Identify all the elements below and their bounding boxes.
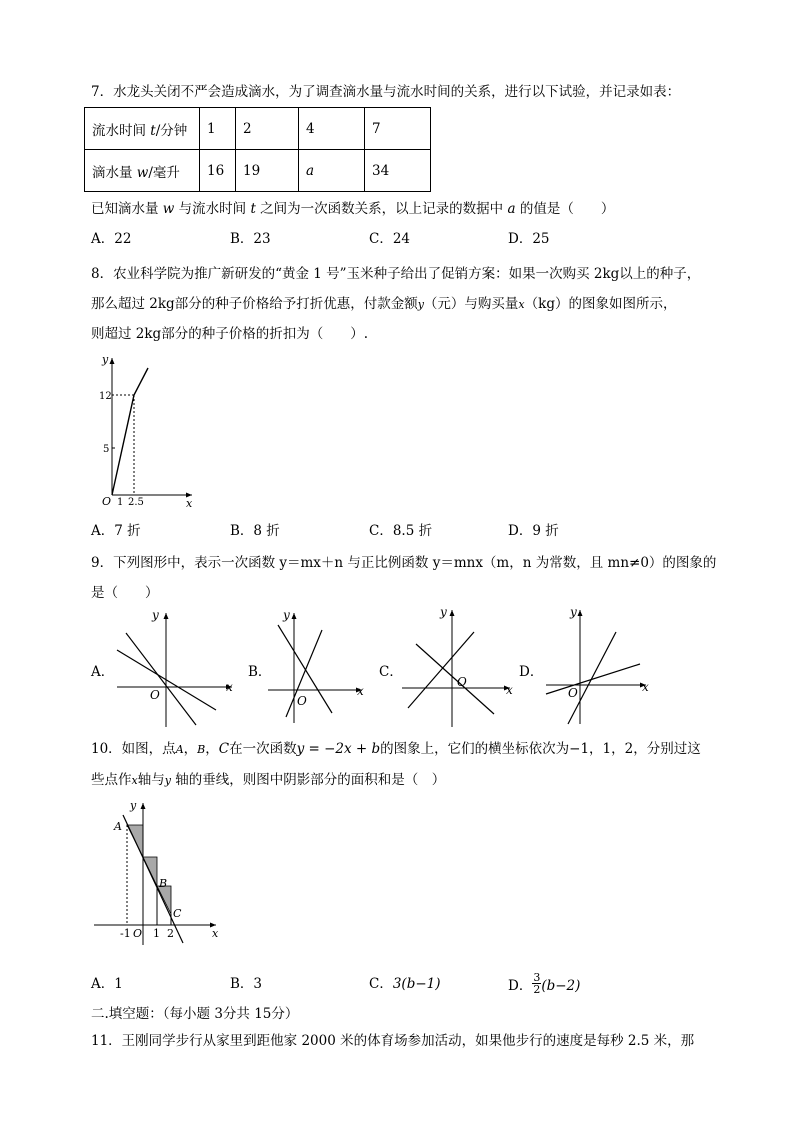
q8-line3: 则超过 2kg部分的种子价格的折扣为（ ）. [91,326,368,342]
y-arrow-icon [450,610,455,616]
tick-2: 2 [167,927,174,940]
q10-option-c[interactable]: C．3(b−1) [369,976,441,992]
line-1 [408,632,474,708]
table-cell: 34 [365,150,431,192]
q10-option-a[interactable]: A．1 [91,976,123,992]
q10-option-d[interactable]: D． $\frac{3}{2}$ (b−2) [508,971,581,996]
origin-label: O [457,675,467,689]
graph-line [112,368,148,495]
q7-option-d[interactable]: D．25 [508,231,550,247]
q8-graph [90,350,200,510]
q9-option-d[interactable]: D． [519,664,544,680]
y-axis-label: y [102,353,109,366]
table-cell: a [299,150,365,192]
q11-line1: 11．王刚同学步行从家里到距他家 2000 米的体育场参加活动，如果他步行的速度是每秒 2.5 米，那 [91,1033,695,1049]
origin-label: O [568,686,578,700]
point-c-label: C [173,907,182,920]
table-cell: 2 [236,108,299,150]
fraction-denominator: 2 [533,983,541,996]
origin-label: O [102,495,112,508]
x-label: x [506,683,513,697]
table-cell: 7 [365,108,431,150]
section-heading: 二.填空题：（每小题 3分共 15分） [91,1006,299,1022]
q10-option-b[interactable]: B．3 [230,976,263,992]
x-label: x [226,680,233,694]
q10-graph [90,795,230,955]
y-label: y [570,605,577,619]
table-cell: 16 [200,150,236,192]
q9-graph-b [262,605,372,730]
q9-line1: 9．下列图形中，表示一次函数 y＝mx＋n 与正比例函数 y＝mnx（m，n 为常数，且 mn≠0）的图象的 [91,555,717,571]
origin-label: O [150,688,160,702]
q9-graph-d [540,602,660,730]
y-arrow-icon [292,613,297,619]
q8-option-b[interactable]: B．8 折 [230,523,280,539]
origin-label: O [297,694,307,708]
y-tick-12: 12 [99,391,112,402]
origin-label: O [133,927,143,940]
q9-graph-a [112,605,242,730]
x-tick-2-5: 2.5 [128,497,144,508]
y-arrow-icon [141,803,146,809]
q8-option-a[interactable]: A．7 折 [91,523,141,539]
q9-option-c[interactable]: C． [379,664,403,680]
q9-graph-c [396,602,521,730]
tick-1: 1 [153,927,160,940]
table-row [85,150,431,192]
line-1 [546,664,640,694]
point-b-label: B [159,877,168,890]
row-label: 滴水量 w/毫升 [85,150,200,192]
q9-option-b[interactable]: B． [248,664,272,680]
x-tick-1: 1 [117,497,124,508]
q9-option-a[interactable]: A． [91,664,115,680]
table-cell: 4 [299,108,365,150]
fraction-numerator: 3 [533,971,541,984]
y-tick-5: 5 [103,444,110,455]
row-label: 流水时间 t/分钟 [85,108,200,150]
x-label: x [212,927,219,940]
table-cell: 19 [236,150,299,192]
shaded-region-c [157,886,171,914]
x-label: x [642,680,649,694]
line-2 [568,632,616,724]
function-line [123,815,183,943]
q8-line1: 8．农业科学院为推广新研发的“黄金 1 号”玉米种子给出了促销方案：如果一次购买 2kg以上的种子， [91,266,701,282]
y-label: y [440,605,447,619]
q7-option-a[interactable]: A．22 [91,231,132,247]
q7-question: 已知滴水量 w 与流水时间 t 之间为一次函数关系，以上记录的数据中 a 的值是（ ） [91,201,615,217]
y-label: y [130,799,137,812]
q7-stem: 7．水龙头关闭不严会造成滴水，为了调查滴水量与流水时间的关系，进行以下试验，并记录如表： [91,84,681,100]
q8-option-d[interactable]: D．9 折 [508,523,559,539]
y-label: y [283,608,290,622]
y-arrow-icon [164,613,169,619]
table-cell: 1 [200,108,236,150]
q8-option-c[interactable]: C．8.5 折 [369,523,433,539]
y-label: y [152,608,159,622]
y-arrow-icon [578,610,583,616]
x-axis-label: x [186,497,193,510]
q7-option-b[interactable]: B．23 [230,231,271,247]
q7-option-c[interactable]: C．24 [369,231,411,247]
y-arrow-icon [110,358,115,364]
q10-line2: 些点作x轴与y 轴的垂线，则图中阴影部分的面积和是（ ） [91,772,446,788]
x-label: x [357,684,364,698]
tick-neg1: -1 [120,927,131,940]
q7-data-table [84,107,431,192]
point-a-label: A [114,820,122,833]
line-2 [126,633,196,725]
q10-line1: 10．如图，点A，B，C在一次函数y = −2x + b的图象上，它们的横坐标依次为−1，1，2，分别过这 [91,741,701,757]
q8-line2: 那么超过 2kg部分的种子价格给予打折优惠，付款金额y（元）与购买量x（kg）的图象如图所示， [91,296,677,312]
table-row [85,108,431,150]
q9-line2: 是（ ） [91,585,159,601]
